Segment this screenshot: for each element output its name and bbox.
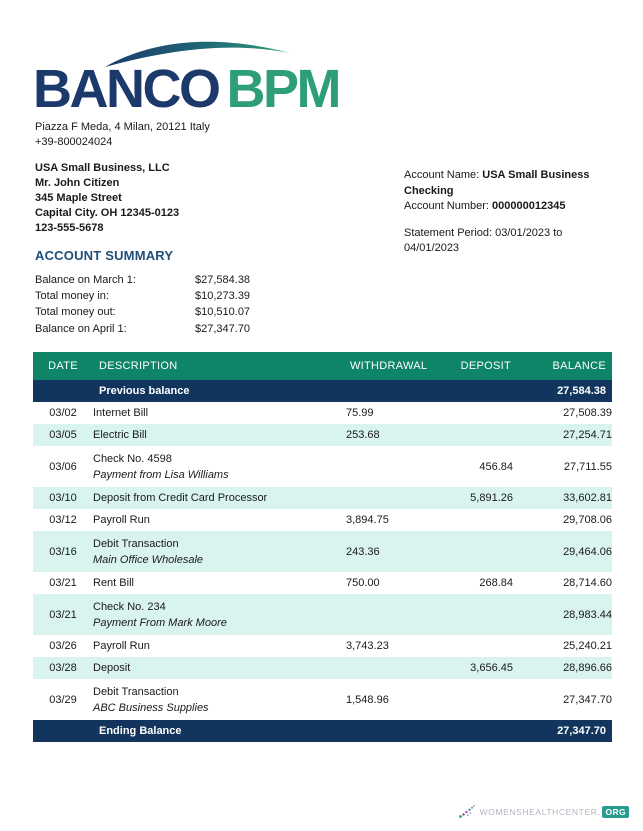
previous-balance-row-deposit [434, 380, 513, 402]
cell-balance [513, 594, 612, 635]
cell-balance-text: 29,708.06 [563, 514, 612, 526]
table-header-row [33, 352, 612, 380]
cell-date-text: 03/16 [49, 545, 77, 558]
ending-balance-row [33, 720, 612, 742]
previous-balance-row-balance-text: 27,584.38 [557, 385, 606, 397]
cell-description-text: Deposit from Credit Card Processor [93, 492, 268, 504]
column-header-description: DESCRIPTION [93, 352, 346, 380]
bank-address: Piazza F Meda, 4 Milan, 20121 Italy [35, 121, 210, 133]
cell-withdrawal [346, 402, 434, 424]
cell-withdrawal-text: 1,548.96 [346, 693, 389, 706]
cell-balance [513, 424, 612, 446]
cell-description [93, 402, 346, 424]
cell-date-text: 03/06 [49, 460, 77, 473]
cell-balance-text: 28,896.66 [563, 662, 612, 674]
ending-balance-row-balance-text: 27,347.70 [557, 725, 606, 737]
customer-address-block [35, 161, 179, 236]
previous-balance-row [33, 380, 612, 402]
cell-description-text: Electric Bill [93, 429, 147, 441]
column-header-date: DATE [33, 352, 93, 380]
summary-label: Balance on March 1: [35, 274, 136, 286]
cell-description-text: Check No. 234 [93, 600, 166, 613]
cell-deposit [434, 446, 513, 487]
transactions-table [33, 352, 612, 742]
account-summary-list [35, 272, 275, 337]
bank-contact-block [35, 120, 210, 149]
cell-deposit-text: 3,656.45 [470, 662, 513, 674]
account-number-line [404, 199, 614, 215]
transaction-row [33, 635, 612, 657]
cell-balance [513, 402, 612, 424]
summary-value: $27,584.38 [195, 274, 251, 286]
summary-label: Balance on April 1: [35, 322, 127, 335]
cell-deposit [434, 572, 513, 594]
customer-address-line: 345 Maple Street [35, 192, 122, 204]
bank-phone: +39-800024024 [35, 135, 113, 148]
ending-balance-row-label [93, 720, 346, 742]
summary-row [35, 272, 275, 288]
cell-withdrawal-text: 750.00 [346, 577, 380, 589]
cell-date-text: 03/05 [49, 429, 77, 441]
cell-withdrawal [346, 531, 434, 572]
transaction-row [33, 657, 612, 679]
cell-balance [513, 531, 612, 572]
account-number-label: Account Number: [404, 200, 493, 212]
cell-withdrawal [346, 657, 434, 679]
statement-period-label: Statement Period: [404, 226, 496, 239]
ending-balance-row-date [33, 720, 93, 742]
cell-description [93, 594, 346, 635]
bank-name [33, 59, 339, 119]
cell-description [93, 487, 346, 509]
cell-description-text: Internet Bill [93, 407, 149, 419]
cell-description [93, 531, 346, 572]
account-number-value: 000000012345 [492, 200, 566, 212]
customer-address-line: Capital City. OH 12345-0123 [35, 207, 180, 219]
cell-description [93, 657, 346, 679]
cell-description-text: Rent Bill [93, 577, 134, 589]
account-summary-title: ACCOUNT SUMMARY [35, 248, 174, 263]
cell-date [33, 679, 93, 720]
cell-balance [513, 679, 612, 720]
cell-description [93, 635, 346, 657]
cell-deposit [434, 679, 513, 720]
watermark-org-badge: ORG [602, 806, 629, 818]
statement-period-line [404, 226, 614, 257]
cell-balance-text: 29,464.06 [563, 545, 612, 558]
cell-deposit [434, 531, 513, 572]
cell-date [33, 402, 93, 424]
watermark [458, 804, 629, 820]
transactions-table-wrap [33, 352, 612, 742]
cell-date [33, 657, 93, 679]
summary-value: $10,273.39 [195, 290, 251, 303]
cell-deposit [434, 635, 513, 657]
cell-description [93, 679, 346, 720]
cell-withdrawal [346, 424, 434, 446]
summary-value: $10,510.07 [195, 306, 251, 319]
transaction-row [33, 572, 612, 594]
previous-balance-row-withdrawal [346, 380, 434, 402]
cell-balance [513, 635, 612, 657]
transaction-note: Main Office Wholesale [93, 553, 204, 566]
cell-balance [513, 509, 612, 531]
cell-date [33, 594, 93, 635]
ending-balance-row-deposit [434, 720, 513, 742]
cell-date [33, 446, 93, 487]
customer-address-line: 123-555-5678 [35, 222, 104, 234]
cell-description-text: Payroll Run [93, 514, 150, 526]
cell-date-text: 03/12 [49, 514, 77, 526]
previous-balance-row-date [33, 380, 93, 402]
column-header-deposit: DEPOSIT [434, 352, 513, 380]
transaction-row [33, 531, 612, 572]
cell-balance-text: 28,714.60 [563, 577, 612, 589]
bank-name-bpm: BPM [226, 59, 339, 119]
cell-description [93, 424, 346, 446]
cell-deposit [434, 594, 513, 635]
summary-value: $27,347.70 [195, 322, 251, 335]
cell-date-text: 03/02 [49, 407, 77, 419]
cell-balance-text: 28,983.44 [563, 608, 612, 621]
cell-date-text: 03/29 [49, 693, 77, 706]
account-name-value: USA Small Business Checking [404, 169, 590, 197]
cell-date-text: 03/21 [49, 577, 77, 589]
cell-description-text: Deposit [93, 662, 131, 674]
customer-address-line: Mr. John Citizen [35, 177, 120, 189]
previous-balance-row-label-text: Previous balance [99, 385, 190, 397]
cell-deposit [434, 402, 513, 424]
customer-address-line: USA Small Business, LLC [35, 162, 170, 174]
statement-period-value: 03/01/2023 to 04/01/2023 [404, 226, 563, 254]
transaction-row [33, 679, 612, 720]
ending-balance-row-balance [513, 720, 612, 742]
cell-date-text: 03/26 [49, 640, 77, 652]
cell-date [33, 424, 93, 446]
cell-description [93, 572, 346, 594]
cell-description-text: Payroll Run [93, 640, 150, 652]
transaction-row [33, 424, 612, 446]
account-name-line [404, 168, 614, 199]
transaction-note: Payment From Mark Moore [93, 616, 227, 629]
cell-withdrawal [346, 446, 434, 487]
cell-deposit [434, 657, 513, 679]
cell-date [33, 572, 93, 594]
cell-date [33, 509, 93, 531]
cell-deposit-text: 456.84 [479, 460, 513, 473]
cell-balance [513, 657, 612, 679]
transaction-note: ABC Business Supplies [93, 701, 209, 714]
cell-description [93, 509, 346, 531]
column-header-withdrawal: WITHDRAWAL [346, 352, 434, 380]
cell-deposit-text: 5,891.26 [470, 492, 513, 504]
summary-row [35, 304, 275, 320]
bank-name-banco: BANCO [33, 59, 219, 119]
cell-withdrawal [346, 572, 434, 594]
cell-date-text: 03/21 [49, 608, 77, 621]
cell-date-text: 03/10 [49, 492, 77, 504]
cell-balance [513, 572, 612, 594]
transaction-row [33, 487, 612, 509]
cell-balance [513, 487, 612, 509]
cell-description [93, 446, 346, 487]
cell-description-text: Check No. 4598 [93, 452, 172, 465]
cell-withdrawal-text: 243.36 [346, 545, 380, 558]
cell-deposit [434, 487, 513, 509]
ending-balance-row-withdrawal [346, 720, 434, 742]
cell-balance-text: 33,602.81 [563, 492, 612, 504]
cell-balance-text: 27,254.71 [563, 429, 612, 441]
cell-withdrawal-text: 75.99 [346, 407, 374, 419]
cell-withdrawal-text: 253.68 [346, 429, 380, 441]
previous-balance-row-label [93, 380, 346, 402]
cell-balance-text: 27,347.70 [563, 693, 612, 706]
summary-row [35, 288, 275, 304]
cell-balance-text: 27,711.55 [563, 460, 612, 473]
watermark-dots-icon [458, 804, 478, 820]
cell-withdrawal [346, 594, 434, 635]
cell-balance [513, 446, 612, 487]
cell-balance-text: 25,240.21 [563, 640, 612, 652]
summary-row [35, 321, 275, 337]
transaction-note: Payment from Lisa Williams [93, 468, 229, 481]
cell-description-text: Debit Transaction [93, 537, 179, 550]
ending-balance-row-label-text: Ending Balance [99, 725, 182, 737]
summary-label: Total money out: [35, 306, 116, 319]
cell-withdrawal [346, 509, 434, 531]
cell-withdrawal-text: 3,894.75 [346, 514, 389, 526]
transaction-row [33, 509, 612, 531]
watermark-text: WOMENSHEALTHCENTER. [479, 807, 601, 817]
cell-withdrawal [346, 679, 434, 720]
cell-date [33, 531, 93, 572]
cell-deposit [434, 424, 513, 446]
column-header-balance: BALANCE [513, 352, 612, 380]
transaction-row [33, 446, 612, 487]
cell-withdrawal [346, 487, 434, 509]
previous-balance-row-balance [513, 380, 612, 402]
cell-date [33, 487, 93, 509]
cell-deposit-text: 268.84 [479, 577, 513, 589]
cell-date-text: 03/28 [49, 662, 77, 674]
cell-date [33, 635, 93, 657]
account-info-block [404, 168, 614, 257]
account-name-label: Account Name: [404, 169, 483, 181]
cell-deposit [434, 509, 513, 531]
cell-balance-text: 27,508.39 [563, 407, 612, 419]
summary-label: Total money in: [35, 290, 109, 303]
cell-withdrawal [346, 635, 434, 657]
transaction-row [33, 402, 612, 424]
cell-description-text: Debit Transaction [93, 685, 179, 698]
cell-withdrawal-text: 3,743.23 [346, 640, 389, 652]
transaction-row [33, 594, 612, 635]
